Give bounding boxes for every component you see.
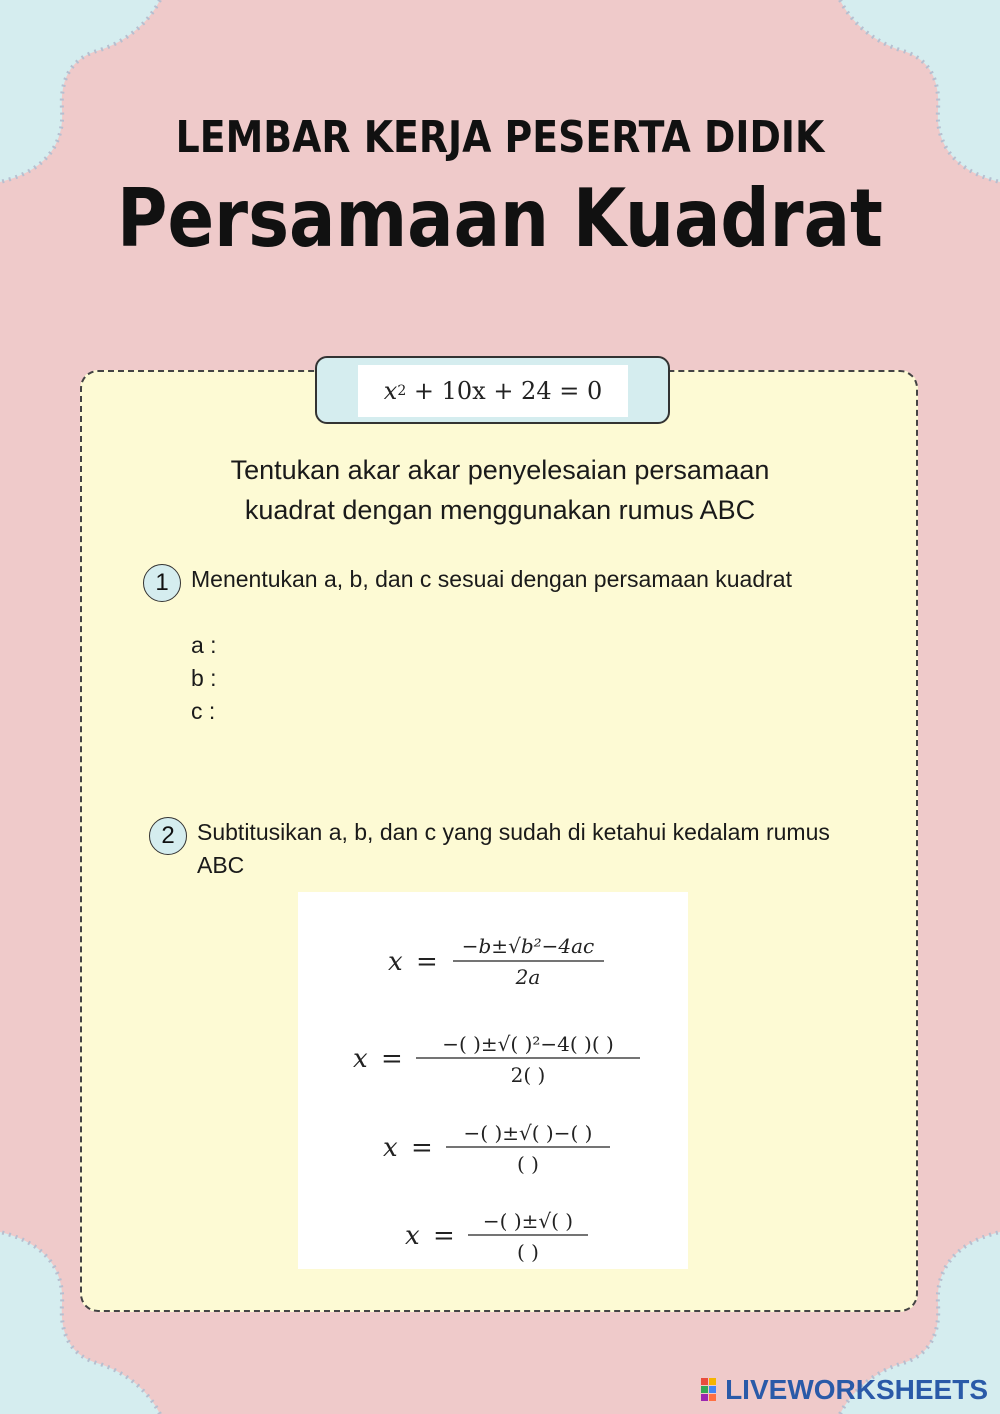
formula-3-numerator: −( )±√( )−( ) (463, 1121, 593, 1145)
watermark-text: LIVEWORKSHEETS (725, 1374, 988, 1405)
step-1-text: Menentukan a, b, dan c sesuai dengan persamaan kuadrat (191, 566, 792, 592)
formula-1-denominator: 2a (515, 965, 541, 989)
step-1-number: 1 (143, 564, 181, 602)
worksheet-title: Persamaan Kuadrat (117, 172, 883, 265)
abc-formula-image (298, 892, 688, 1269)
formula-1-equals: = (416, 947, 438, 977)
formula-3-denominator: ( ) (517, 1152, 539, 1176)
formula-4-numerator: −( )±√( ) (482, 1209, 574, 1233)
formula-1-x: x (388, 947, 403, 977)
instruction (120, 450, 880, 530)
formula-2-numerator: −( )±√( )²−4( )( ) (442, 1032, 614, 1056)
step-1-a-label: a : (191, 632, 217, 658)
liveworksheets-watermark (701, 1374, 988, 1406)
equation-rest: + 10x + 24 = 0 (413, 377, 603, 405)
formula-2-equals: = (381, 1044, 403, 1074)
instruction-line-1: Tentukan akar akar penyelesaian persamaan (230, 455, 770, 485)
formula-3-x: x (383, 1133, 398, 1163)
equation-exponent: 2 (397, 383, 407, 399)
abc-formulas (298, 892, 688, 1269)
formula-2-denominator: 2( ) (510, 1063, 546, 1087)
formula-1-numerator: −b±√b²−4ac (461, 934, 595, 958)
formula-2-x: x (353, 1044, 368, 1074)
liveworksheets-logo-icon (701, 1378, 725, 1402)
equation-variable: x (383, 377, 398, 405)
step-1-b-label: b : (191, 665, 217, 691)
formula-4-denominator: ( ) (517, 1240, 539, 1264)
formula-4-x: x (405, 1221, 420, 1251)
instruction-line-2: kuadrat dengan menggunakan rumus ABC (244, 495, 756, 525)
worksheet-subtitle: LEMBAR KERJA PESERTA DIDIK (175, 112, 825, 163)
quadratic-equation (358, 365, 628, 417)
step-2-text: Subtitusikan a, b, dan c yang sudah di ketahui kedalam rumus ABC (197, 819, 830, 878)
step-2-number: 2 (149, 817, 187, 855)
formula-4-equals: = (433, 1221, 455, 1251)
formula-3-equals: = (411, 1133, 433, 1163)
step-1-c-label: c : (191, 698, 216, 724)
